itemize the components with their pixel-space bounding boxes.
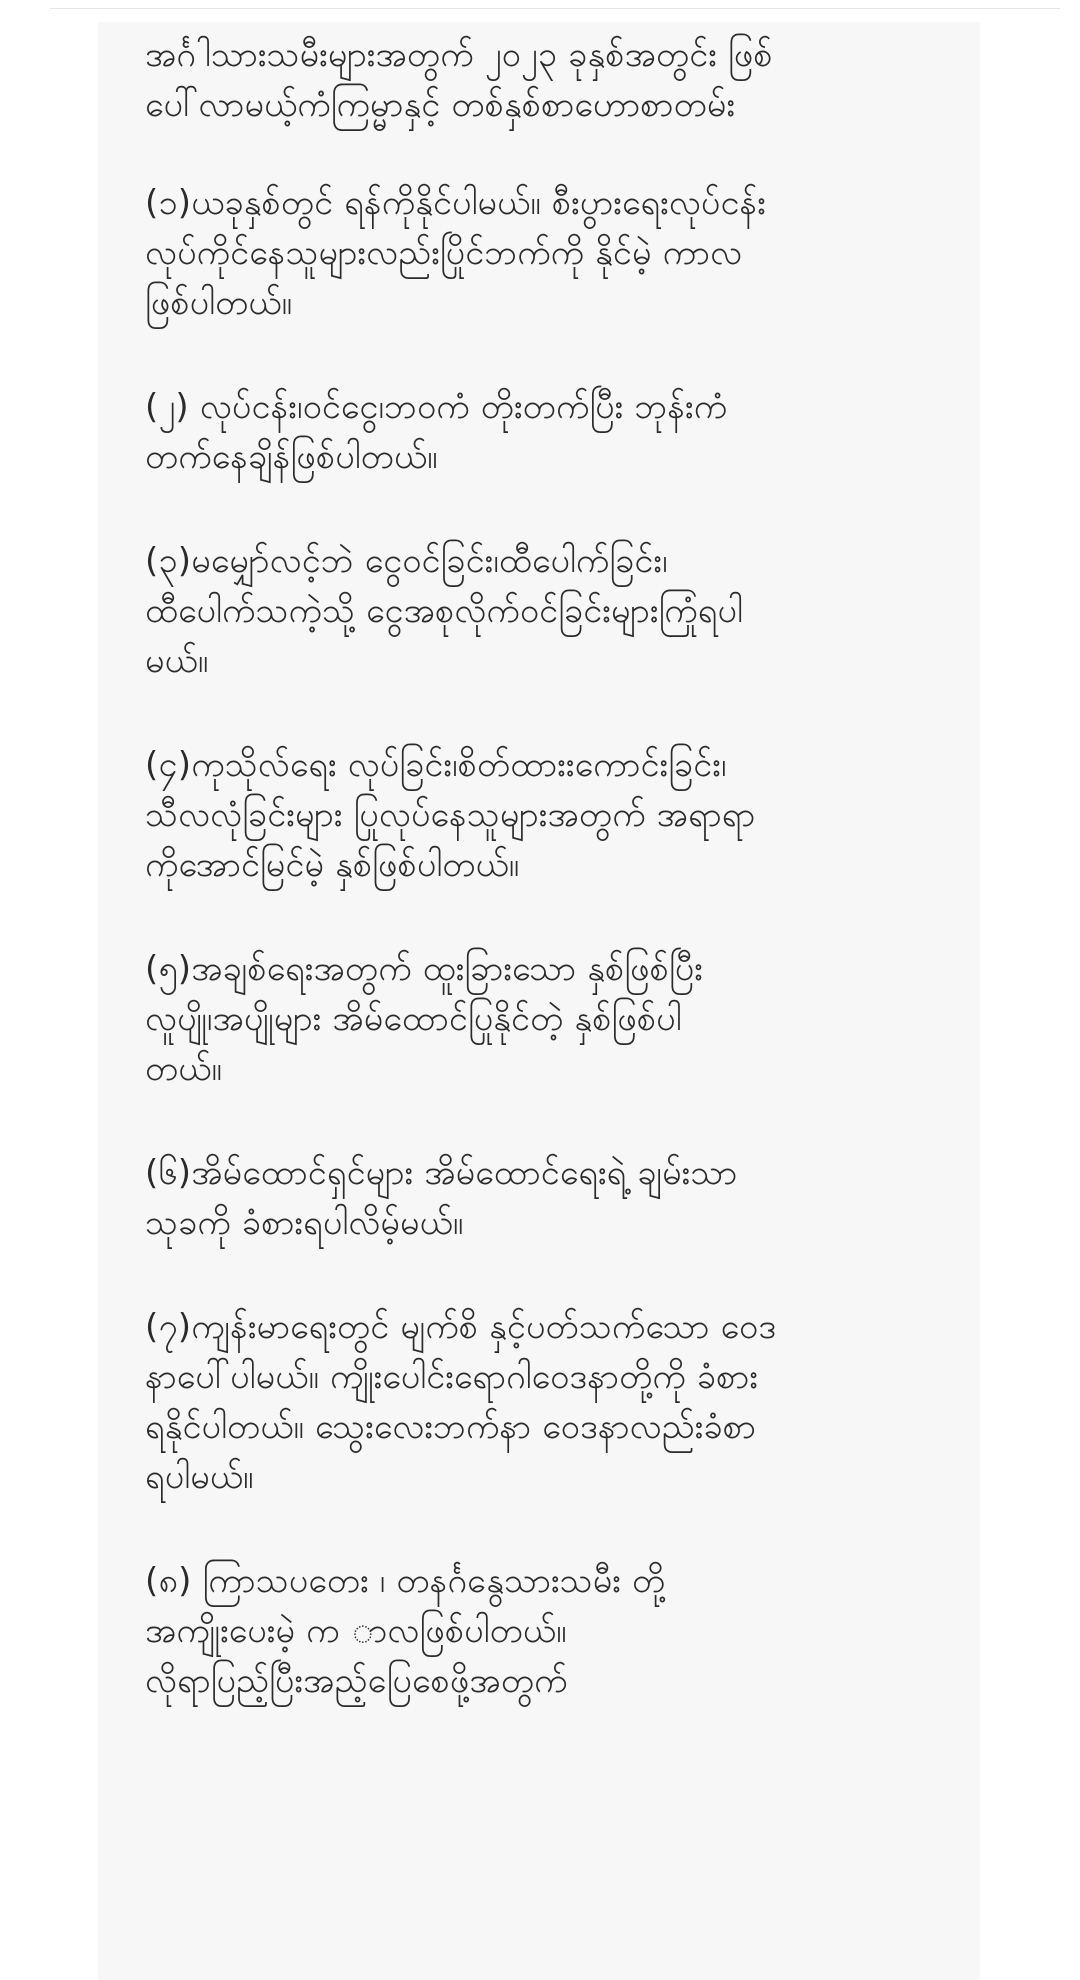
prediction-item-2: (၂) လုပ်ငန်း၊ဝင်ငွေ၊ဘဝကံ တိုးတက်ပြီး ဘုန်းကံ တက်နေချိန်ဖြစ်ပါတယ်။ [145, 387, 728, 477]
prediction-item-8: (၈) ကြာသပတေး ၊ တနင်္ဂနွေသားသမီး တို့ အကျိုးပေးမဲ့ က ာလဖြစ်ပါတယ်။ လိုရာပြည့်ပြီးအည့်ပြေစေဖို့အတွက် [145, 1561, 666, 1701]
prediction-item-4: (၄)ကုသိုလ်ရေး လုပ်ခြင်း၊စိတ်ထားးကောင်းခြင်း၊ သီလလုံခြင်းများ ပြုလုပ်နေသူများအတွက် အရာရာ ကိုအောင်မြင်မဲ့ နှစ်ဖြစ်ပါတယ်။ [145, 745, 756, 885]
prediction-item-3: (၃)မမျှော်လင့်ဘဲ ငွေဝင်ခြင်း၊ထီပေါက်ခြင်း၊ ထီပေါက်သကဲ့သို့ ငွေအစုလိုက်ဝင်ခြင်းများကြုံရပါ မယ်။ [145, 541, 743, 681]
prediction-item-5: (၅)အချစ်ရေးအတွက် ထူးခြားသော နှစ်ဖြစ်ပြီး လူပျို၊အပျိုများ အိမ်ထောင်ပြုနိုင်တဲ့ နှစ်ဖြစ်ပါ တယ်။ [145, 949, 703, 1089]
horoscope-document [145, 30, 945, 1706]
top-divider [50, 0, 1060, 9]
prediction-item-6: (၆)အိမ်ထောင်ရှင်များ အိမ်ထောင်ရေးရဲ့ ချမ်းသာ သုခကို ခံစားရပါလိမ့်မယ်။ [145, 1153, 738, 1243]
document-title: အင်္ဂါသားသမီးများအတွက် ၂၀၂၃ ခုနှစ်အတွင်း ဖြစ် ပေါ်လာမယ့်ကံကြမ္မာနှင့် တစ်နှစ်စာဟောစာတမ်း [145, 35, 773, 125]
prediction-item-1: (၁)ယခုနှစ်တွင် ရန်ကိုနိုင်ပါမယ်။ စီးပွားရေးလုပ်ငန်း လုပ်ကိုင်နေသူများလည်းပြိုင်ဘက်ကို နိုင်မဲ့ ကာလ ဖြစ်ပါတယ်။ [145, 183, 766, 323]
prediction-item-7: (၇)ကျန်းမာရေးတွင် မျက်စိ နှင့်ပတ်သက်သော ဝေဒ နာပေါ်ပါမယ်။ ကျိုးပေါင်းရောဂါဝေဒနာတို့ကို ခံစား ရနိုင်ပါတယ်။ သွေးလေးဘက်နာ ဝေဒနာလည်းခံစာ ရပါမယ်။ [145, 1307, 777, 1497]
